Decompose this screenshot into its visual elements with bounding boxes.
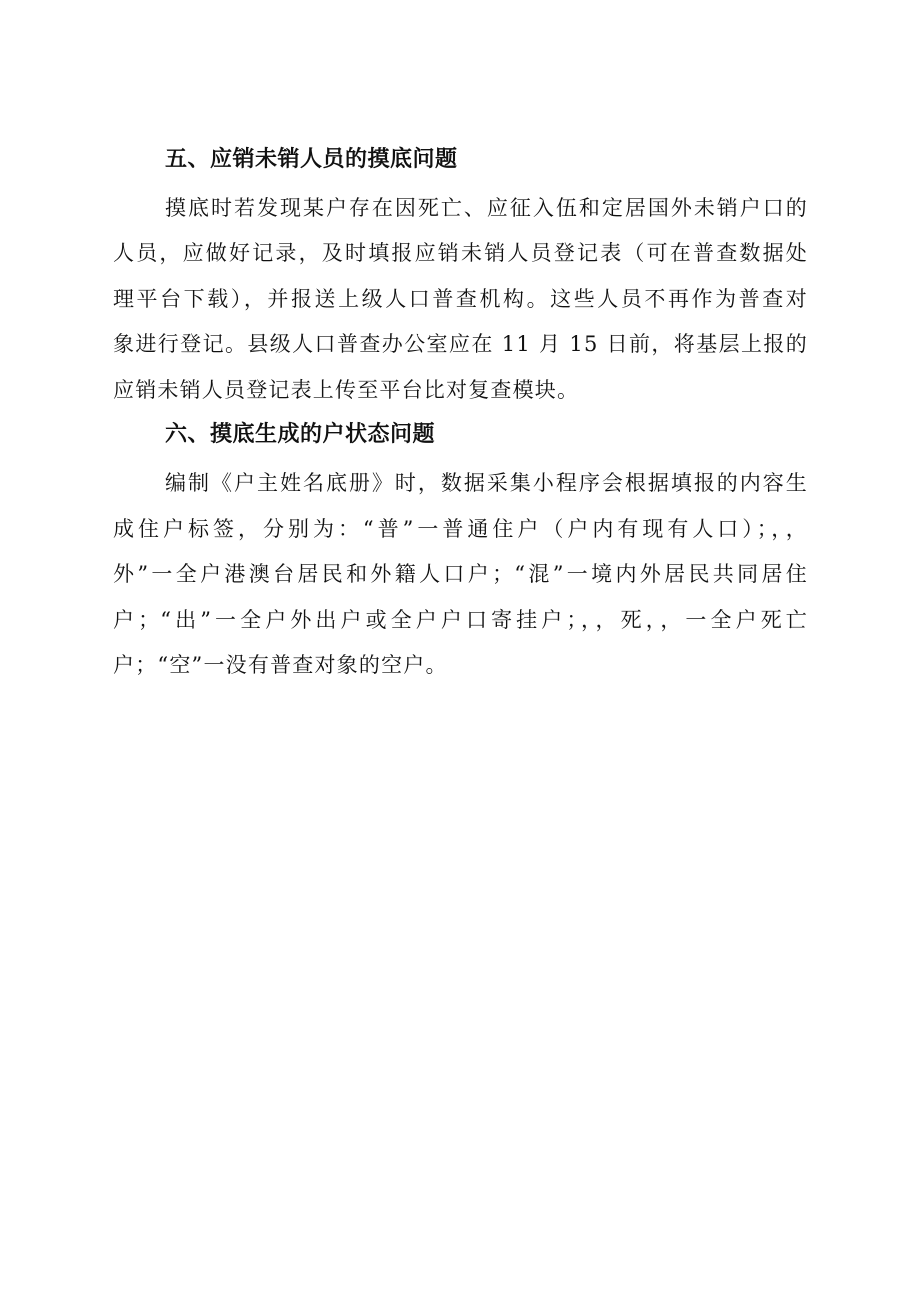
section-5-line-1: 摸底时若发现某户存在因死亡、应征入伍和定居国外未销户口的	[165, 196, 808, 220]
section-6-line-1: 编制《户主姓名底册》时，数据采集小程序会根据填报的内容生	[165, 471, 808, 495]
section-5-line-5: 应销未销人员登记表上传至平台比对复查模块。	[113, 378, 580, 402]
section-6-heading: 六、摸底生成的户状态问题	[165, 422, 436, 447]
section-5-line-2: 人员，应做好记录，及时填报应销未销人员登记表（可在普查数据处	[113, 241, 808, 265]
section-6-line-4: 户；“出”一全户外出户或全户户口寄挂户；，，死，，一全户死亡	[113, 608, 808, 632]
section-6-line-2: 成住户标签，分别为：“普”一普通住户（户内有现有人口）；，，	[113, 517, 808, 541]
section-6-line-3: 外”一全户港澳台居民和外籍人口户；“混”一境内外居民共同居住	[113, 562, 808, 586]
section-5-line-3: 理平台下载），并报送上级人口普查机构。这些人员不再作为普查对	[113, 287, 808, 311]
section-6-line-5: 户；“空”一没有普查对象的空户。	[113, 653, 448, 677]
section-5-line-4: 象进行登记。县级人口普查办公室应在 11 月 15 日前，将基层上报的	[113, 332, 808, 356]
section-5-heading: 五、应销未销人员的摸底问题	[165, 147, 458, 172]
